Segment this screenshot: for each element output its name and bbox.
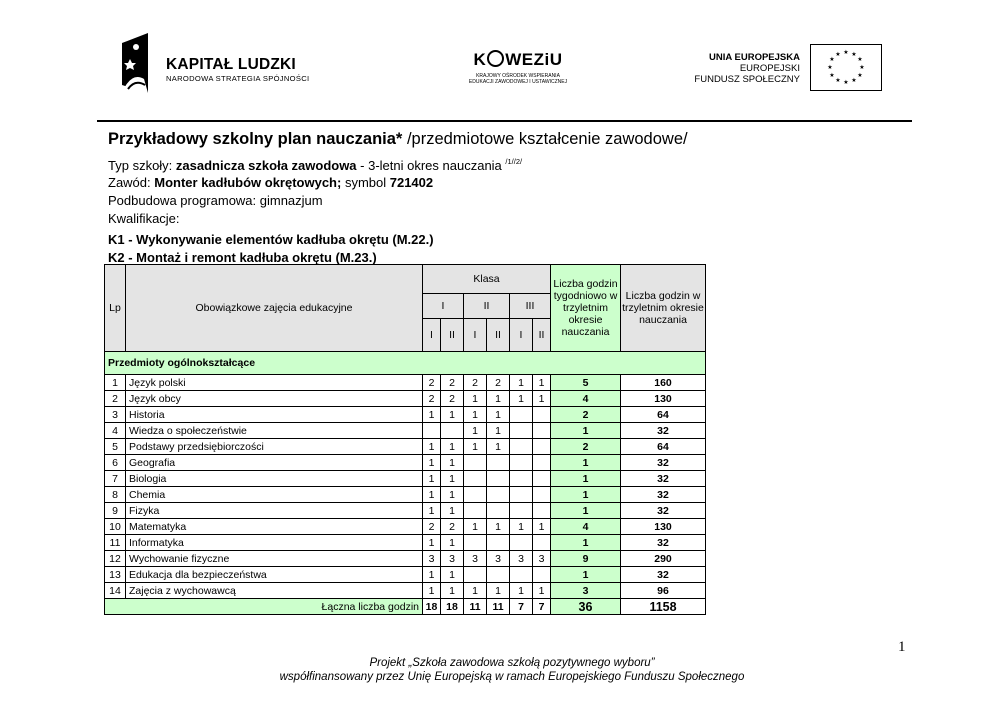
- svg-text:★: ★: [851, 51, 857, 58]
- profession-value: Monter kadłubów okrętowych;: [154, 175, 342, 190]
- school-type-rest: - 3-letni okres nauczania: [356, 158, 506, 173]
- eu-label-line2: EUROPEJSKI: [739, 63, 800, 74]
- eu-flag-icon: [810, 44, 882, 91]
- table-body: [105, 375, 706, 599]
- row-semester-hours: [487, 567, 510, 583]
- header-semester: II: [487, 319, 510, 352]
- row-semester-hours: [487, 471, 510, 487]
- profession-line: [108, 175, 433, 190]
- svg-text:★: ★: [829, 56, 835, 63]
- row-semester-hours: 1: [423, 535, 441, 551]
- row-semester-hours: 1: [510, 391, 533, 407]
- row-semester-hours: 2: [423, 519, 441, 535]
- row-semester-hours: 1: [487, 519, 510, 535]
- row-semester-hours: 1: [441, 535, 464, 551]
- row-semester-hours: [487, 535, 510, 551]
- row-semester-hours: [533, 455, 551, 471]
- table-row: [105, 423, 706, 439]
- row-total-hours: 32: [621, 567, 706, 583]
- row-semester-hours: 1: [464, 519, 487, 535]
- kowezu-subtitle-line2: EDUKACJI ZAWODOWEJ I USTAWICZNEJ: [468, 79, 568, 85]
- kapital-ludzki-title: KAPITAŁ LUDZKI: [166, 56, 296, 73]
- row-semester-hours: 1: [533, 391, 551, 407]
- footer-line1: Projekt „Szkoła zawodowa szkołą pozytywnego wyboru”: [369, 657, 655, 669]
- row-semester-hours: [533, 503, 551, 519]
- totals-label: Łączna liczba godzin: [105, 599, 423, 615]
- row-semester-hours: [533, 535, 551, 551]
- row-total-hours: 160: [621, 375, 706, 391]
- row-weekly-hours: 2: [551, 439, 621, 455]
- kowezu-logo: [465, 50, 571, 70]
- row-subject: Fizyka: [126, 503, 423, 519]
- row-weekly-hours: 2: [551, 407, 621, 423]
- totals-cell: 7: [510, 599, 533, 615]
- row-semester-hours: [510, 423, 533, 439]
- row-semester-hours: [423, 423, 441, 439]
- totals-cell: 18: [441, 599, 464, 615]
- row-lp: 5: [105, 439, 126, 455]
- row-total-hours: 130: [621, 391, 706, 407]
- row-semester-hours: 1: [441, 455, 464, 471]
- header-subjects: Obowiązkowe zajęcia edukacyjne: [126, 265, 423, 352]
- kowezu-ring-icon: [487, 50, 504, 67]
- row-semester-hours: 1: [441, 567, 464, 583]
- curriculum-table: [104, 264, 706, 615]
- row-semester-hours: 1: [423, 439, 441, 455]
- row-semester-hours: [464, 487, 487, 503]
- row-semester-hours: 3: [510, 551, 533, 567]
- row-semester-hours: [533, 439, 551, 455]
- school-type-footnote: /1//2/: [505, 157, 523, 166]
- row-total-hours: 32: [621, 455, 706, 471]
- row-semester-hours: 1: [464, 423, 487, 439]
- row-semester-hours: 1: [423, 503, 441, 519]
- totals-weekly: 36: [551, 599, 621, 615]
- row-semester-hours: 1: [510, 583, 533, 599]
- table-row: [105, 471, 706, 487]
- svg-text:★: ★: [829, 72, 835, 79]
- profession-label: Zawód:: [108, 175, 155, 190]
- row-lp: 9: [105, 503, 126, 519]
- table-row: [105, 439, 706, 455]
- row-semester-hours: [487, 503, 510, 519]
- row-semester-hours: [533, 423, 551, 439]
- row-total-hours: 32: [621, 423, 706, 439]
- kowezu-title-part1: K: [473, 50, 487, 69]
- row-total-hours: 32: [621, 471, 706, 487]
- row-semester-hours: 1: [533, 519, 551, 535]
- row-semester-hours: 3: [423, 551, 441, 567]
- row-semester-hours: 1: [423, 583, 441, 599]
- svg-text:★: ★: [857, 56, 863, 63]
- row-semester-hours: 1: [487, 439, 510, 455]
- svg-text:★: ★: [835, 51, 841, 58]
- row-total-hours: 32: [621, 503, 706, 519]
- totals-cell: 11: [487, 599, 510, 615]
- table-row: [105, 375, 706, 391]
- row-subject: Informatyka: [126, 535, 423, 551]
- row-semester-hours: [464, 455, 487, 471]
- page-number: 1: [898, 639, 906, 655]
- row-subject: Edukacja dla bezpieczeństwa: [126, 567, 423, 583]
- row-subject: Biologia: [126, 471, 423, 487]
- row-semester-hours: 1: [487, 423, 510, 439]
- row-lp: 10: [105, 519, 126, 535]
- row-semester-hours: 1: [423, 567, 441, 583]
- header-total: Liczba godzin w trzyletnim okresie nauczania: [621, 265, 706, 352]
- row-semester-hours: 1: [464, 407, 487, 423]
- header-class-1: I: [423, 294, 464, 319]
- table-row: [105, 535, 706, 551]
- row-semester-hours: 1: [423, 407, 441, 423]
- row-semester-hours: 1: [441, 583, 464, 599]
- row-semester-hours: 1: [487, 407, 510, 423]
- row-semester-hours: [510, 487, 533, 503]
- row-semester-hours: 1: [423, 455, 441, 471]
- row-semester-hours: [464, 503, 487, 519]
- qualification-k1: K1 - Wykonywanie elementów kadłuba okrętu (M.22.): [108, 232, 434, 247]
- row-semester-hours: [533, 567, 551, 583]
- totals-cell: 7: [533, 599, 551, 615]
- row-semester-hours: 3: [464, 551, 487, 567]
- row-semester-hours: 2: [487, 375, 510, 391]
- kapital-ludzki-subtitle: NARODOWA STRATEGIA SPÓJNOŚCI: [166, 74, 310, 83]
- row-subject: Język obcy: [126, 391, 423, 407]
- row-semester-hours: [487, 487, 510, 503]
- row-weekly-hours: 1: [551, 423, 621, 439]
- table-row: [105, 455, 706, 471]
- row-semester-hours: 3: [441, 551, 464, 567]
- row-semester-hours: [464, 471, 487, 487]
- kapital-ludzki-logo-mark: [118, 33, 152, 93]
- row-semester-hours: 2: [441, 375, 464, 391]
- row-total-hours: 32: [621, 487, 706, 503]
- row-semester-hours: [510, 503, 533, 519]
- row-semester-hours: 3: [487, 551, 510, 567]
- row-semester-hours: [533, 471, 551, 487]
- row-lp: 12: [105, 551, 126, 567]
- totals-total: 1158: [621, 599, 706, 615]
- row-subject: Wiedza o społeczeństwie: [126, 423, 423, 439]
- row-semester-hours: [510, 535, 533, 551]
- kowezu-subtitle-line1: KRAJOWY OŚRODEK WSPIERANIA: [476, 73, 560, 79]
- eu-label-line1: UNIA EUROPEJSKA: [709, 52, 800, 63]
- row-semester-hours: [510, 439, 533, 455]
- footer-line2: współfinansowany przez Unię Europejską w ramach Europejskiego Funduszu Społecznego: [279, 671, 745, 683]
- row-weekly-hours: 1: [551, 455, 621, 471]
- row-semester-hours: 1: [441, 439, 464, 455]
- row-weekly-hours: 1: [551, 487, 621, 503]
- row-total-hours: 64: [621, 439, 706, 455]
- totals-cell: 18: [423, 599, 441, 615]
- row-subject: Geografia: [126, 455, 423, 471]
- row-subject: Język polski: [126, 375, 423, 391]
- table-row: [105, 407, 706, 423]
- row-semester-hours: [464, 567, 487, 583]
- header-divider: [97, 120, 912, 122]
- svg-text:★: ★: [843, 79, 849, 86]
- header-semester: II: [533, 319, 551, 352]
- row-semester-hours: 1: [487, 391, 510, 407]
- page-title: [108, 130, 688, 149]
- row-semester-hours: 2: [441, 391, 464, 407]
- row-semester-hours: 3: [533, 551, 551, 567]
- table-row: [105, 567, 706, 583]
- row-semester-hours: [464, 535, 487, 551]
- row-lp: 6: [105, 455, 126, 471]
- row-semester-hours: [533, 487, 551, 503]
- row-semester-hours: [487, 455, 510, 471]
- row-semester-hours: [441, 423, 464, 439]
- svg-text:★: ★: [857, 72, 863, 79]
- row-semester-hours: 1: [464, 439, 487, 455]
- row-subject: Wychowanie fizyczne: [126, 551, 423, 567]
- row-weekly-hours: 5: [551, 375, 621, 391]
- row-total-hours: 64: [621, 407, 706, 423]
- row-semester-hours: [533, 407, 551, 423]
- table-row: [105, 519, 706, 535]
- table-row: [105, 503, 706, 519]
- svg-text:★: ★: [835, 77, 841, 84]
- header-class-2: II: [464, 294, 510, 319]
- row-semester-hours: 1: [510, 519, 533, 535]
- school-type-label: Typ szkoły:: [108, 158, 176, 173]
- svg-text:★: ★: [843, 49, 849, 56]
- row-lp: 3: [105, 407, 126, 423]
- row-subject: Historia: [126, 407, 423, 423]
- svg-text:★: ★: [851, 77, 857, 84]
- qualification-k2: K2 - Montaż i remont kadłuba okrętu (M.23.): [108, 250, 377, 265]
- row-lp: 1: [105, 375, 126, 391]
- totals-cell: 11: [464, 599, 487, 615]
- row-weekly-hours: 1: [551, 503, 621, 519]
- row-semester-hours: [510, 567, 533, 583]
- row-weekly-hours: 4: [551, 391, 621, 407]
- row-weekly-hours: 1: [551, 471, 621, 487]
- section-title: Przedmioty ogólnokształcące: [105, 352, 706, 375]
- qualifications-label: Kwalifikacje:: [108, 211, 180, 226]
- header-semester: I: [510, 319, 533, 352]
- row-semester-hours: 1: [441, 503, 464, 519]
- table-row: [105, 583, 706, 599]
- kowezu-title-part2: WEZiU: [505, 50, 563, 69]
- row-semester-hours: 1: [423, 471, 441, 487]
- row-total-hours: 130: [621, 519, 706, 535]
- header-weekly: Liczba godzin tygodniowo w trzyletnim okresie nauczania: [551, 265, 621, 352]
- row-weekly-hours: 3: [551, 583, 621, 599]
- row-semester-hours: [510, 471, 533, 487]
- row-semester-hours: [510, 455, 533, 471]
- row-semester-hours: 1: [441, 487, 464, 503]
- row-total-hours: 96: [621, 583, 706, 599]
- row-semester-hours: 1: [533, 375, 551, 391]
- row-semester-hours: 2: [464, 375, 487, 391]
- header-semester: I: [423, 319, 441, 352]
- row-weekly-hours: 1: [551, 535, 621, 551]
- row-semester-hours: 1: [441, 407, 464, 423]
- base-line: Podbudowa programowa: gimnazjum: [108, 193, 323, 208]
- row-lp: 4: [105, 423, 126, 439]
- row-weekly-hours: 9: [551, 551, 621, 567]
- svg-text:★: ★: [827, 64, 833, 71]
- row-semester-hours: 1: [464, 583, 487, 599]
- symbol-value: 721402: [389, 175, 434, 190]
- header-semester: I: [464, 319, 487, 352]
- row-subject: Chemia: [126, 487, 423, 503]
- header-lp: Lp: [105, 265, 126, 352]
- symbol-label: symbol: [341, 175, 390, 190]
- row-weekly-hours: 4: [551, 519, 621, 535]
- table-row: [105, 391, 706, 407]
- row-subject: Matematyka: [126, 519, 423, 535]
- row-total-hours: 290: [621, 551, 706, 567]
- row-weekly-hours: 1: [551, 567, 621, 583]
- row-semester-hours: 1: [441, 471, 464, 487]
- row-subject: Podstawy przedsiębiorczości: [126, 439, 423, 455]
- table-row: [105, 551, 706, 567]
- row-lp: 14: [105, 583, 126, 599]
- row-semester-hours: 2: [441, 519, 464, 535]
- row-lp: 13: [105, 567, 126, 583]
- svg-text:★: ★: [859, 64, 865, 71]
- title-bold: Przykładowy szkolny plan nauczania*: [108, 130, 403, 148]
- eu-label-line3: FUNDUSZ SPOŁECZNY: [694, 74, 800, 85]
- row-lp: 2: [105, 391, 126, 407]
- row-total-hours: 32: [621, 535, 706, 551]
- school-type-line: [108, 157, 522, 173]
- table-row: [105, 487, 706, 503]
- row-semester-hours: 1: [487, 583, 510, 599]
- row-semester-hours: 1: [423, 487, 441, 503]
- school-type-value: zasadnicza szkoła zawodowa: [175, 158, 357, 173]
- row-lp: 8: [105, 487, 126, 503]
- row-semester-hours: 1: [510, 375, 533, 391]
- row-semester-hours: [510, 407, 533, 423]
- row-subject: Zajęcia z wychowawcą: [126, 583, 423, 599]
- title-rest: /przedmiotowe kształcenie zawodowe/: [402, 130, 688, 148]
- header-klasa: Klasa: [423, 265, 551, 294]
- row-semester-hours: 2: [423, 375, 441, 391]
- header-semester: II: [441, 319, 464, 352]
- row-semester-hours: 1: [533, 583, 551, 599]
- row-semester-hours: 1: [464, 391, 487, 407]
- row-lp: 11: [105, 535, 126, 551]
- row-semester-hours: 2: [423, 391, 441, 407]
- header-class-3: III: [510, 294, 551, 319]
- row-lp: 7: [105, 471, 126, 487]
